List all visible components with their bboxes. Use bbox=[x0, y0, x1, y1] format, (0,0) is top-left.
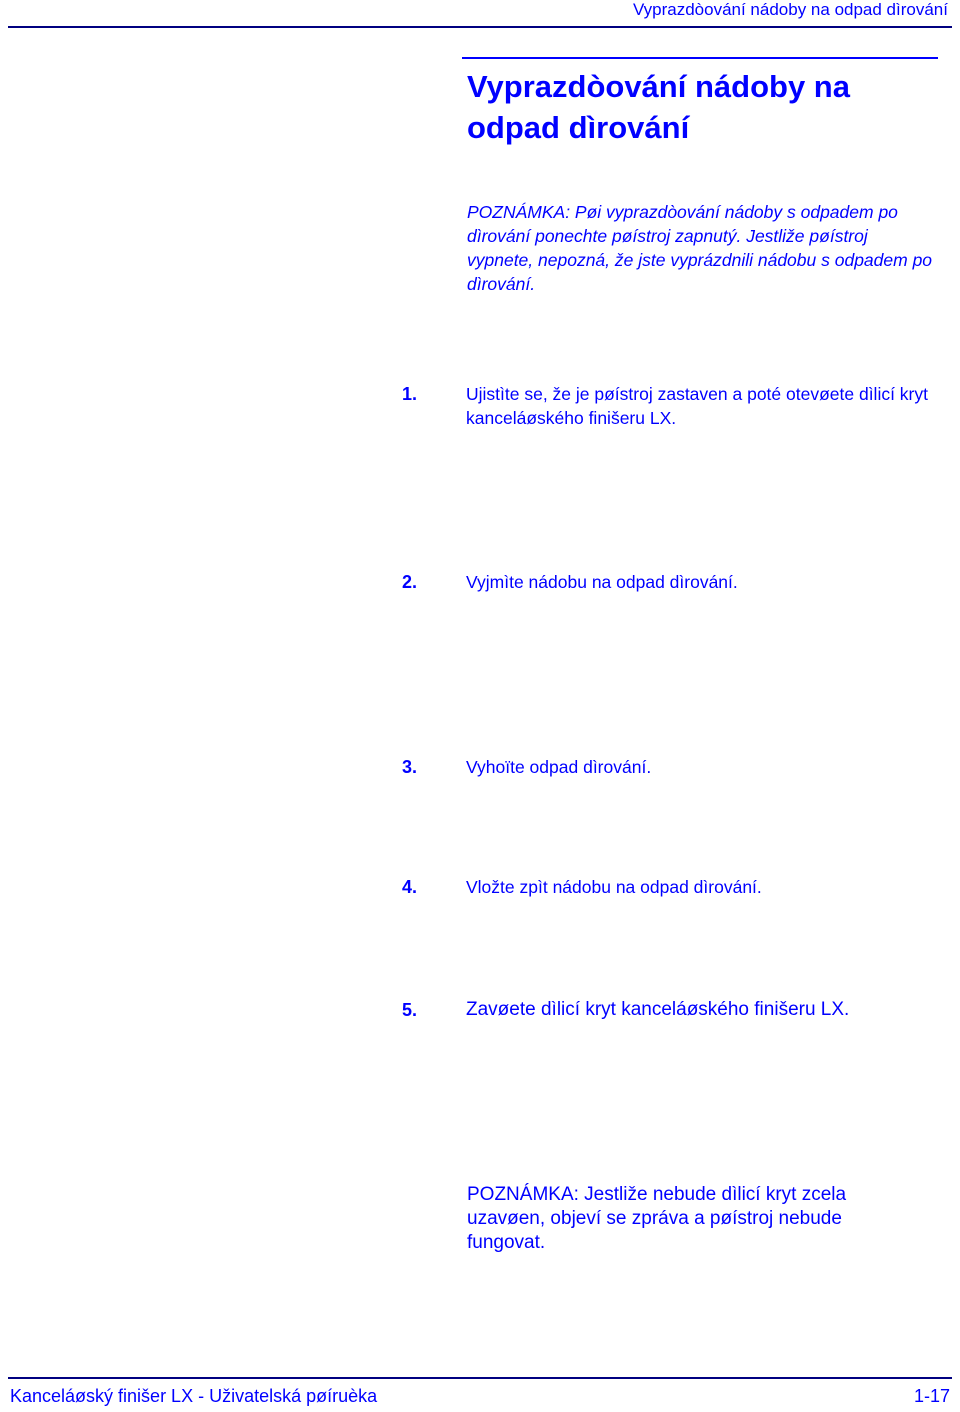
step-number: 5. bbox=[402, 1000, 418, 1020]
step-text: Ujistìte se, že je pøístroj zastaven a poté otevøete dìlicí kryt kanceláøského finišeru LX. bbox=[466, 384, 928, 428]
step-number: 2. bbox=[402, 572, 418, 592]
footer-divider bbox=[8, 1377, 952, 1379]
step-text: Vyjmìte nádobu na odpad dìrování. bbox=[466, 572, 738, 592]
step-text: Zavøete dìlicí kryt kanceláøského finišeru LX. bbox=[466, 999, 850, 1020]
note-top: POZNÁMKA: Pøi vyprazdòování nádoby s odpadem po dìrování ponechte pøístroj zapnutý. Jestliže pøístroj vypnete, nepozná, že jste vyprázdnili nádobu s odpadem po dìrování. bbox=[467, 202, 933, 294]
step-number: 4. bbox=[402, 877, 418, 897]
step-number: 1. bbox=[402, 384, 418, 404]
footer-document-title: Kanceláøský finišer LX - Uživatelská pøíruèka bbox=[10, 1386, 378, 1406]
step-number: 3. bbox=[402, 757, 418, 777]
page-title: Vyprazdòování nádoby na odpad dìrování bbox=[467, 69, 850, 145]
note-bottom: POZNÁMKA: Jestliže nebude dìlicí kryt zcela uzavøen, objeví se zpráva a pøístroj nebude fungovat. bbox=[467, 1184, 847, 1253]
running-header: Vyprazdòování nádoby na odpad dìrování bbox=[632, 0, 948, 19]
footer-page-number: 1-17 bbox=[913, 1386, 950, 1406]
step-text: Vložte zpìt nádobu na odpad dìrování. bbox=[466, 877, 762, 897]
step-text: Vyhoïte odpad dìrování. bbox=[466, 757, 652, 777]
title-divider bbox=[462, 57, 938, 59]
header-divider bbox=[8, 26, 952, 28]
